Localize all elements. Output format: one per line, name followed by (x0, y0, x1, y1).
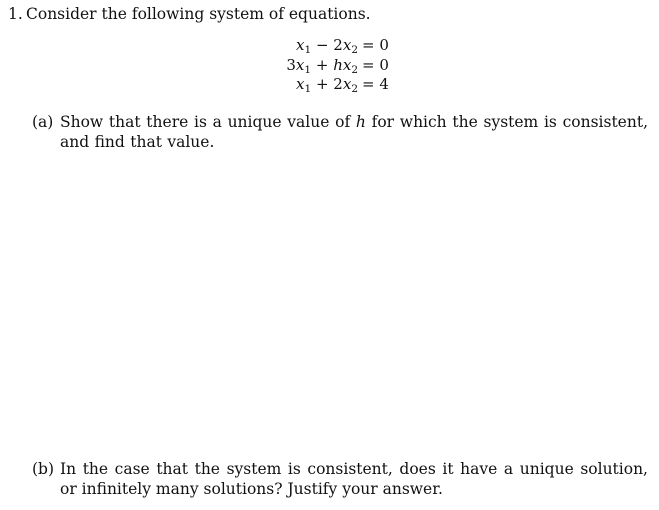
equation-row (270, 75, 389, 95)
equation-subscript: 2 (351, 44, 358, 56)
equation-variable: x (296, 75, 305, 93)
part-a-text (60, 113, 648, 152)
equation-system (270, 36, 389, 95)
part-a-text-before: Show that there is a unique value of (60, 113, 356, 131)
part-b-text: In the case that the system is consistent, does it have a unique solution, or infinitely many solutions? Justify your answer. (60, 460, 648, 498)
equation-row (270, 36, 389, 56)
equation-rhs: = 0 (362, 36, 389, 54)
equation-subscript: 1 (304, 83, 312, 95)
equation-variable: x (296, 36, 305, 54)
equation-row (270, 56, 389, 76)
equation-lhs (270, 75, 358, 95)
part-a-label: (a) (32, 113, 54, 131)
equation-lhs (270, 56, 358, 76)
equation-variable: x (295, 55, 305, 74)
equation-term: − 2 (311, 36, 343, 54)
equation-subscript: 1 (304, 44, 312, 56)
problem-number: 1. (8, 5, 23, 23)
equation-subscript: 2 (351, 83, 358, 95)
equation-subscript: 2 (351, 63, 358, 76)
equation-term: + 2 (311, 75, 343, 93)
problem-intro: Consider the following system of equations. (26, 5, 371, 23)
equation-term: + (311, 55, 334, 74)
equation-variable: hx (333, 55, 352, 74)
equation-rhs: = 0 (362, 55, 389, 74)
equation-variable: x (342, 36, 352, 54)
part-b (32, 460, 648, 499)
equation-variable: x (342, 75, 352, 93)
part-a-variable: h (355, 113, 366, 131)
equation-subscript: 1 (304, 63, 312, 76)
part-a-text-after: for which the system is consistent, and find that value. (60, 113, 648, 151)
equation-rhs: = 4 (362, 75, 389, 93)
problem-heading (8, 4, 371, 24)
part-b-label: (b) (32, 460, 55, 478)
equation-lhs (270, 36, 358, 56)
part-a (32, 113, 648, 152)
equation-term: 3 (286, 55, 296, 74)
